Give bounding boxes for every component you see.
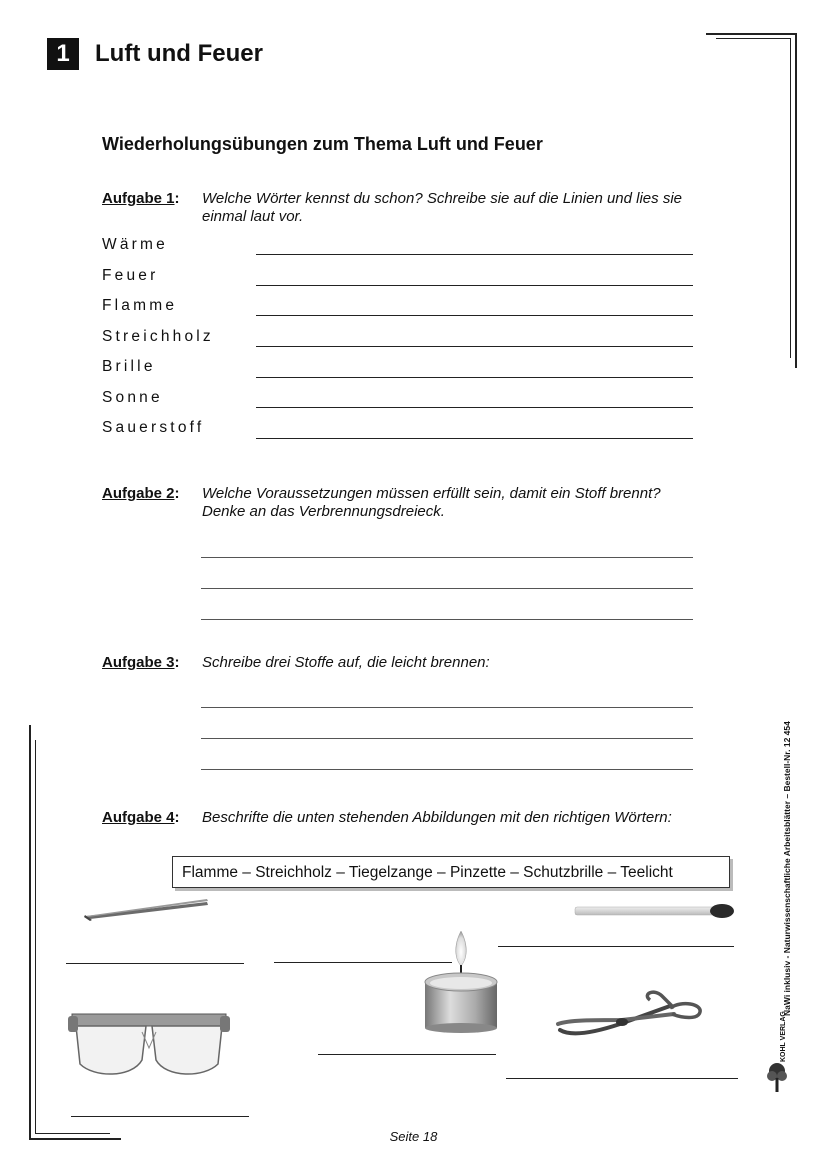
label-line-middle-top[interactable] <box>274 962 452 963</box>
page-number: Seite 18 <box>389 1129 438 1144</box>
task2-answer-line-1[interactable] <box>201 557 693 558</box>
word-6: Sonne <box>102 389 163 406</box>
task3-answer-line-1[interactable] <box>201 707 693 708</box>
answer-line-word-4[interactable] <box>256 346 693 347</box>
word-3: Flamme <box>102 297 178 314</box>
label-line-match[interactable] <box>498 946 734 947</box>
answer-line-word-6[interactable] <box>256 407 693 408</box>
task3-answer-line-3[interactable] <box>201 769 693 770</box>
tweezers-image <box>82 896 212 924</box>
answer-line-word-1[interactable] <box>256 254 693 255</box>
task2-answer-line-2[interactable] <box>201 588 693 589</box>
answer-line-word-2[interactable] <box>256 285 693 286</box>
task3-label: Aufgabe 3 <box>102 654 175 671</box>
word-4: Streichholz <box>102 328 214 345</box>
match-image <box>572 900 737 922</box>
frame-top-right-v2 <box>790 38 791 358</box>
label-line-teelicht[interactable] <box>318 1054 496 1055</box>
word-box: Flamme – Streichholz – Tiegelzange – Pinzette – Schutzbrille – Teelicht <box>172 856 730 888</box>
word-7: Sauerstoff <box>102 419 205 436</box>
publisher-logo-text: KOHL VERLAG <box>780 1011 787 1062</box>
publisher-tree-icon <box>766 1062 788 1094</box>
task4-text: Beschrifte die unten stehenden Abbildungen mit den richtigen Wörtern: <box>202 809 672 826</box>
task3-text: Schreibe drei Stoffe auf, die leicht brennen: <box>202 654 490 671</box>
task2-label: Aufgabe 2 <box>102 485 175 502</box>
task4-heading: Aufgabe 4: <box>102 809 180 826</box>
word-5: Brille <box>102 358 156 375</box>
frame-top-right-h2 <box>716 38 791 39</box>
schutzbrille-image <box>68 1008 230 1080</box>
task2-heading: Aufgabe 2: <box>102 485 180 502</box>
label-line-tweezers[interactable] <box>66 963 244 964</box>
task3-answer-line-2[interactable] <box>201 738 693 739</box>
side-order-text: NaWi inklusiv - Naturwissenschaftliche Arbeitsblätter – Bestell-Nr. 12 454 <box>782 721 792 1016</box>
task1-text: Welche Wörter kennst du schon? Schreibe sie auf die Linien und lies sie einmal laut vor. <box>202 190 682 225</box>
answer-line-word-3[interactable] <box>256 315 693 316</box>
answer-line-word-5[interactable] <box>256 377 693 378</box>
label-line-tiegelzange[interactable] <box>506 1078 738 1079</box>
task1-label: Aufgabe 1 <box>102 190 175 207</box>
frame-top-right-v1 <box>795 33 797 368</box>
task2-text: Welche Voraussetzungen müssen erfüllt sein, damit ein Stoff brennt? Denke an das Verbrennungsdreieck. <box>202 485 661 520</box>
label-line-schutzbrille[interactable] <box>71 1116 249 1117</box>
word-2: Feuer <box>102 267 159 284</box>
task3-heading: Aufgabe 3: <box>102 654 180 671</box>
frame-bottom-left-v2 <box>35 740 36 1134</box>
frame-bottom-left-v1 <box>29 725 31 1139</box>
section-subtitle: Wiederholungsübungen zum Thema Luft und Feuer <box>102 134 543 154</box>
answer-line-word-7[interactable] <box>256 438 693 439</box>
tiegelzange-image <box>550 990 708 1048</box>
task2-answer-line-3[interactable] <box>201 619 693 620</box>
frame-top-right-h1 <box>706 33 796 35</box>
task4-label: Aufgabe 4 <box>102 809 175 826</box>
word-1: Wärme <box>102 236 168 253</box>
page-title: Luft und Feuer <box>95 40 263 67</box>
teelicht-image <box>420 928 502 1034</box>
task1-heading: Aufgabe 1: <box>102 190 180 207</box>
chapter-number: 1 <box>47 38 79 70</box>
